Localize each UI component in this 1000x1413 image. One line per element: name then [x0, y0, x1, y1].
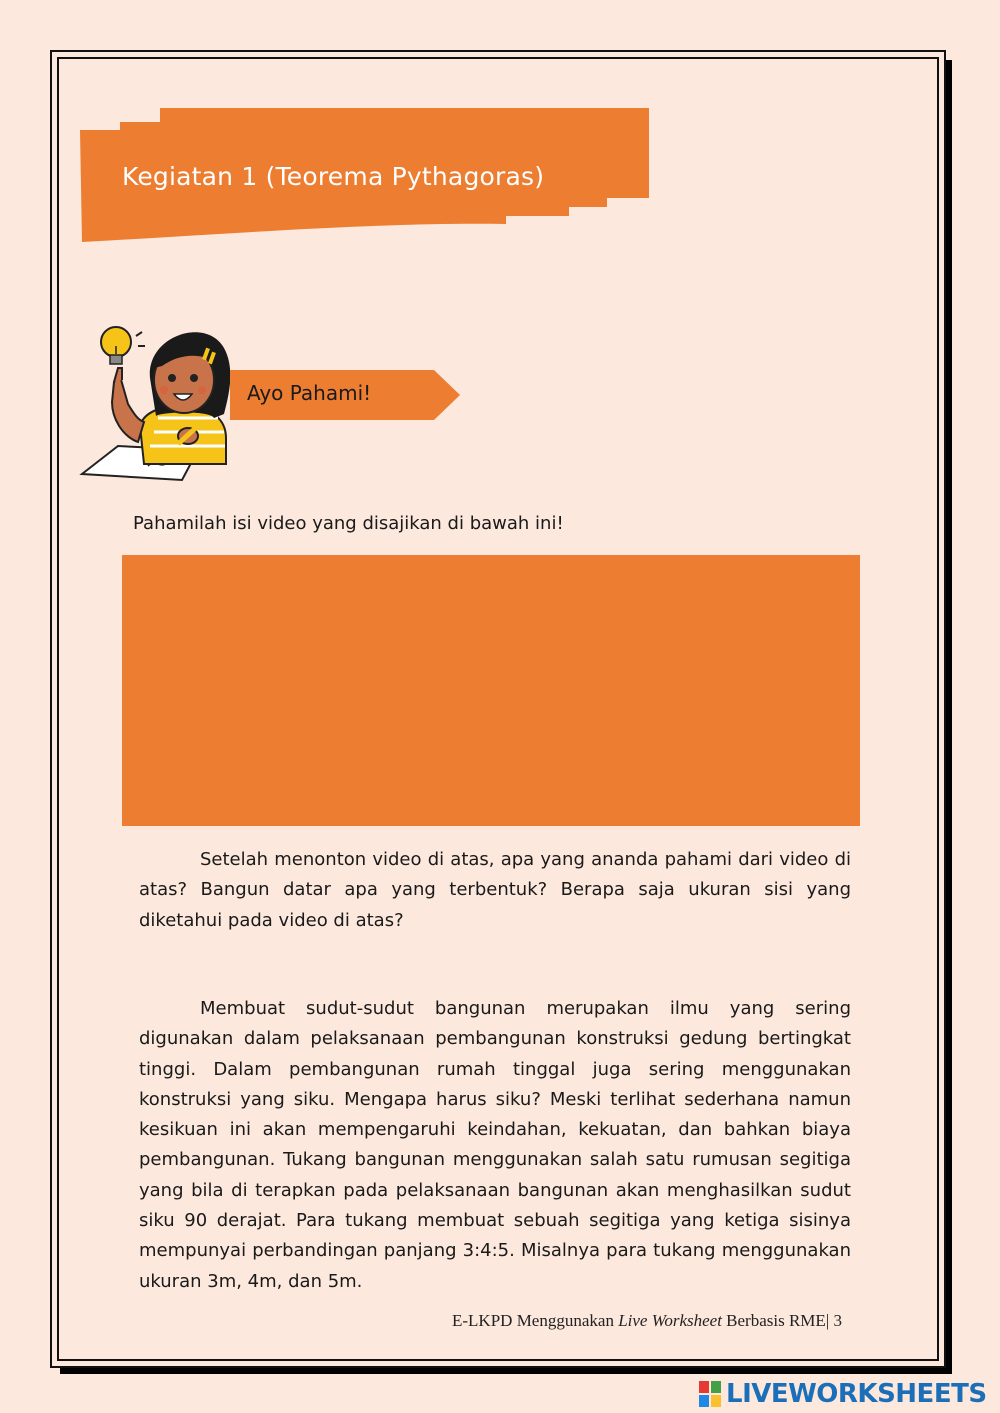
footer-suffix: Berbasis RME| 3	[721, 1311, 842, 1330]
footer-prefix: E-LKPD Menggunakan	[452, 1311, 619, 1330]
page-footer	[452, 1311, 842, 1331]
question-paragraph: Setelah menonton video di atas, apa yang ananda pahami dari video di atas? Bangun datar apa yang terbentuk? Berapa saja ukuran sisi yang diketahui pada video di atas?	[139, 849, 851, 931]
lightbulb-icon	[101, 327, 145, 364]
section-label: Ayo Pahami!	[247, 381, 372, 405]
body-paragraph: Membuat sudut-sudut bangunan merupakan ilmu yang sering digunakan dalam pelaksanaan pembangunan konstruksi gedung bertingkat tinggi. Dalam pembangunan rumah tinggal juga sering menggunakan konstruksi yang siku. Mengapa harus siku? Meski terlihat sederhana namun kesikuan ini akan mempengaruhi keindahan, kekuatan, dan bahkan biaya pembangunan. Tukang bangunan menggunakan salah satu rumusan segitiga yang bila di terapkan pada pelaksanaan bangunan akan menghasilkan sudut siku 90 derajat. Para tukang membuat sebuah segitiga yang ketiga sisinya mempunyai perbandingan panjang 3:4:5. Misalnya para tukang menggunakan ukuran 3m, 4m, dan 5m.	[139, 998, 851, 1292]
video-placeholder[interactable]	[122, 555, 860, 826]
activity-title: Kegiatan 1 (Teorema Pythagoras)	[122, 162, 545, 191]
instruction-text: Pahamilah isi video yang disajikan di bawah ini!	[133, 513, 564, 534]
brand-name: LIVEWORKSHEETS	[726, 1379, 987, 1409]
student-thinking-illustration	[78, 318, 238, 483]
liveworksheets-logo-icon	[698, 1380, 722, 1408]
liveworksheets-brand[interactable]	[698, 1376, 987, 1412]
footer-italic: Live Worksheet	[618, 1311, 722, 1330]
